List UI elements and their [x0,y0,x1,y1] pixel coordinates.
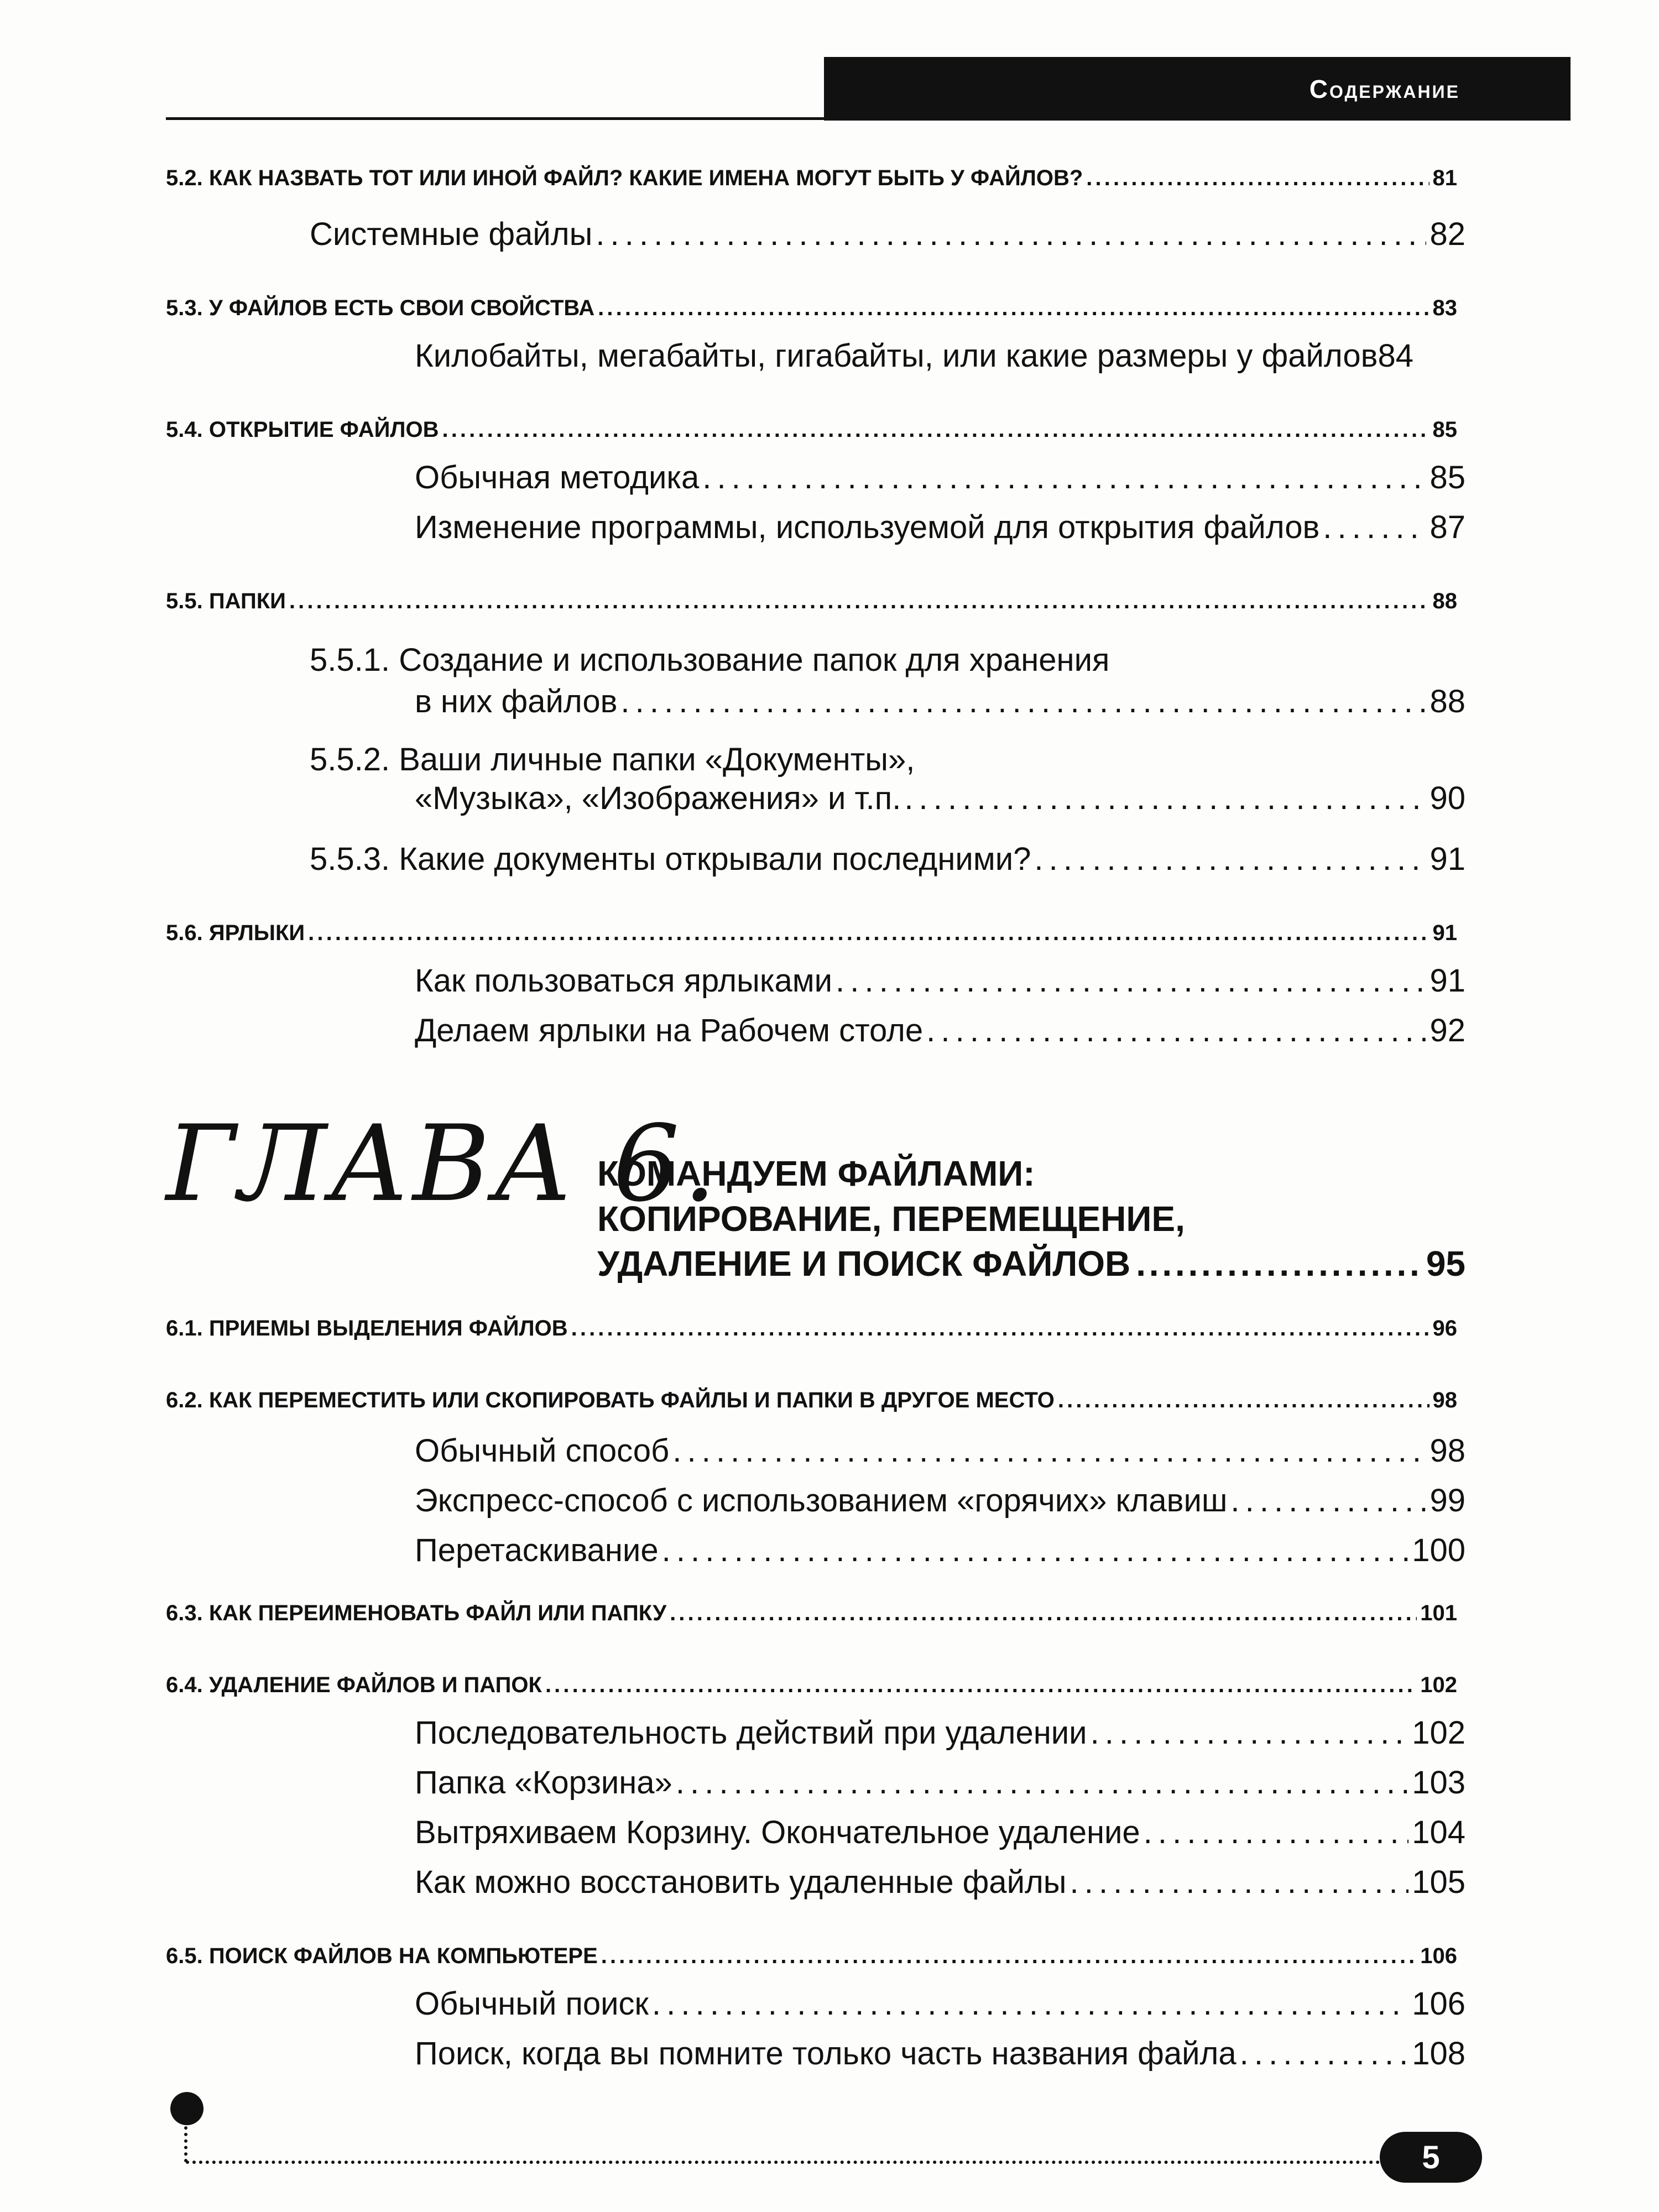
toc-title: Как пользоваться ярлыками [415,963,833,999]
dot-leader [670,1601,1417,1626]
toc-section [166,1944,1457,1969]
toc-title: 6.2. КАК ПЕРЕМЕСТИТЬ ИЛИ СКОПИРОВАТЬ ФАЙЛЫ И ПАПКИ В ДРУГОЕ МЕСТО [166,1388,1055,1412]
toc-title: Папка «Корзина» [415,1765,672,1801]
toc-title: Изменение программы, используемой для открытия файлов [415,509,1320,545]
footer-dotted-vertical [184,2126,187,2162]
footer-bullet-icon [170,2092,204,2125]
toc-subsection [415,509,1465,546]
toc-title: 6.3. КАК ПЕРЕИМЕНОВАТЬ ФАЙЛ ИЛИ ПАПКУ [166,1601,667,1625]
toc-page: 101 [1420,1601,1457,1625]
toc-page: 102 [1420,1673,1457,1697]
toc-page: 88 [1432,589,1457,613]
header-rule [166,117,824,120]
toc-numbered-cont [415,780,1465,817]
toc-page: 102 [1412,1715,1465,1751]
toc-page: 98 [1432,1388,1457,1412]
dot-leader [1240,2035,1409,2072]
toc-subsection [415,1432,1465,1469]
toc-page: 98 [1430,1433,1465,1469]
toc-title: 5.3. У ФАЙЛОВ ЕСТЬ СВОИ СВОЙСТВА [166,296,595,320]
toc-numbered-line: 5.5.2. Ваши личные папки «Документы», [310,742,915,778]
page-number-badge [1380,2132,1482,2183]
dot-leader [676,1764,1408,1801]
dot-leader [601,1944,1417,1969]
toc-page: 83 [1432,296,1457,320]
toc-subsection [415,1864,1465,1901]
toc-subsection [310,216,1465,253]
toc-subsection [415,1764,1465,1801]
toc-page: 87 [1430,509,1465,545]
running-header-title: Содержание [1309,74,1460,103]
toc-title: Обычный поиск [415,1986,649,2022]
toc-page: 105 [1412,1864,1465,1900]
dot-leader [702,459,1426,496]
dot-leader [672,1432,1426,1469]
running-header [824,57,1571,121]
toc-section [166,1316,1457,1341]
toc-section [166,1673,1457,1698]
toc-subsection [415,2035,1465,2072]
toc-page: 85 [1432,418,1457,442]
dot-leader [620,683,1426,720]
dot-leader [926,1012,1426,1049]
chapter-page: 95 [1426,1244,1465,1284]
toc-title: Обычная методика [415,460,700,495]
toc-page: 99 [1430,1483,1465,1519]
toc-page: 91 [1430,963,1465,999]
dot-leader [1070,1864,1409,1901]
toc-numbered [310,841,1465,878]
chapter-title-line3: УДАЛЕНИЕ И ПОИСК ФАЙЛОВ [597,1244,1131,1284]
dot-leader [442,418,1429,442]
toc-subsection [415,1814,1465,1851]
toc-title: Обычный способ [415,1433,670,1469]
toc-title: 5.6. ЯРЛЫКИ [166,921,305,945]
toc-subsection [415,459,1465,496]
toc-title: Делаем ярлыки на Рабочем столе [415,1013,924,1048]
dot-leader [545,1673,1417,1698]
dot-leader [1091,1714,1409,1751]
toc-title: 6.4. УДАЛЕНИЕ ФАЙЛОВ И ПАПОК [166,1673,542,1697]
toc-page: 90 [1430,780,1465,816]
dot-leader [1086,166,1429,191]
toc-title: 5.5. ПАПКИ [166,589,286,613]
dot-leader [598,296,1429,321]
toc-page: 108 [1412,2036,1465,2072]
toc-section [166,921,1457,946]
dot-leader [662,1532,1409,1569]
toc-page: 100 [1412,1532,1465,1568]
toc-title: Поиск, когда вы помните только часть названия файла [415,2036,1237,2072]
toc-page: 85 [1430,460,1465,495]
toc-numbered-line: 5.5.1. Создание и использование папок для хранения [310,642,1110,678]
toc-page: 103 [1412,1765,1465,1801]
toc-title: Как можно восстановить удаленные файлы [415,1864,1067,1900]
toc-page: 91 [1432,921,1457,945]
toc-page: 104 [1412,1814,1465,1850]
toc-numbered-cont [415,683,1465,720]
footer-dotted-rule [186,2161,1380,2164]
toc-subsection [415,1985,1465,2022]
dot-leader [308,921,1429,946]
toc-subsection [415,1482,1465,1519]
toc-page: 88 [1430,684,1465,719]
toc-title: Последовательность действий при удалении [415,1715,1087,1751]
toc-page: 82 [1430,216,1465,252]
toc-page: 106 [1420,1944,1457,1968]
toc-page: 106 [1412,1986,1465,2022]
toc-subsection [415,1532,1465,1569]
page-number: 5 [1422,2139,1440,2176]
dot-leader [1034,841,1426,878]
toc-page: 91 [1430,841,1465,877]
toc-section [166,166,1457,191]
chapter-title-line3-row [597,1243,1465,1284]
toc-section [166,1601,1457,1626]
toc-title: Вытряхиваем Корзину. Окончательное удаление [415,1814,1140,1850]
toc-subsection [415,962,1465,999]
toc-subsection [415,1012,1465,1049]
toc-section [166,418,1457,442]
dot-leader [836,962,1426,999]
toc-page: 81 [1432,166,1457,190]
toc-section [166,1388,1457,1413]
dot-leader [652,1985,1408,2022]
chapter-title-line1: КОМАНДУЕМ ФАЙЛАМИ: [597,1154,1035,1193]
chapter-title-line2: КОПИРОВАНИЕ, ПЕРЕМЕЩЕНИЕ, [597,1199,1185,1239]
toc-title: «Музыка», «Изображения» и т.п. [415,780,901,816]
dot-leader [596,216,1426,253]
toc-section [166,296,1457,321]
toc-title: 5.5.3. Какие документы открывали последними? [310,841,1031,877]
dot-leader [1230,1482,1426,1519]
toc-page: 96 [1432,1316,1457,1340]
toc-title: 5.2. КАК НАЗВАТЬ ТОТ ИЛИ ИНОЙ ФАЙЛ? КАКИЕ ИМЕНА МОГУТ БЫТЬ У ФАЙЛОВ? [166,166,1083,190]
dot-leader [571,1316,1430,1341]
dot-leader [1323,509,1426,546]
toc-title: Системные файлы [310,216,593,252]
toc-title: Перетаскивание [415,1532,659,1568]
dot-leader [1144,1814,1409,1851]
toc-title: 5.4. ОТКРЫТИЕ ФАЙЛОВ [166,418,439,442]
dot-leader [904,780,1426,817]
toc-page: 84 [1378,338,1413,374]
toc-section [166,589,1457,614]
chapter-label: ГЛАВА 6. [166,1103,720,1225]
toc-title: в них файлов [415,684,618,719]
toc-subsection [415,337,1465,374]
toc-title: 6.5. ПОИСК ФАЙЛОВ НА КОМПЬЮТЕРЕ [166,1944,598,1968]
toc-title: 6.1. ПРИЕМЫ ВЫДЕЛЕНИЯ ФАЙЛОВ [166,1316,568,1340]
toc-title: Килобайты, мегабайты, гигабайты, или какие размеры у файлов [415,338,1378,374]
dot-leader [1058,1388,1430,1413]
toc-page: 92 [1430,1013,1465,1048]
dot-leader [1136,1243,1421,1284]
dot-leader [289,589,1430,614]
toc-subsection [415,1714,1465,1751]
toc-title: Экспресс-способ с использованием «горячих» клавиш [415,1483,1228,1519]
